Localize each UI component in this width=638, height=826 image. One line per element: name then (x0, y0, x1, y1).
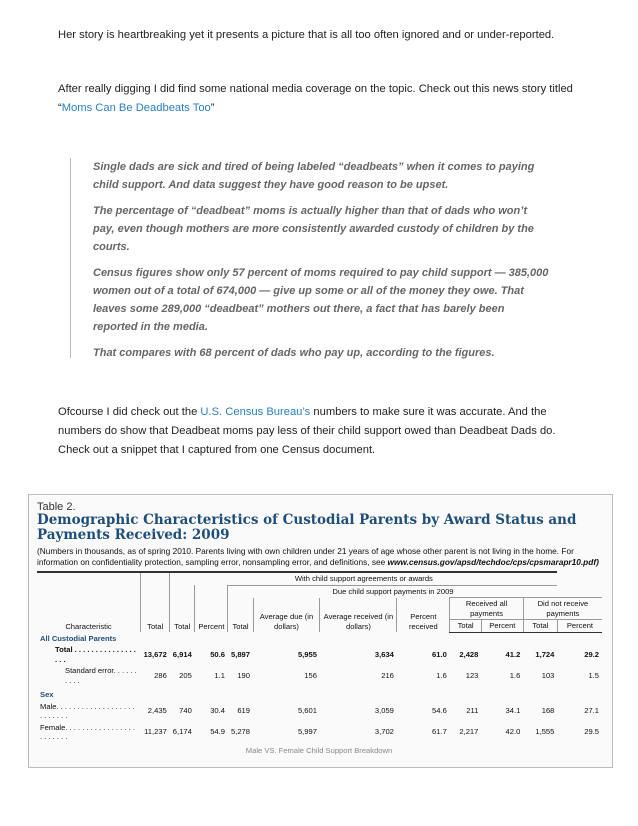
section-heading: All Custodial Parents (40, 633, 117, 643)
header-group-due: Due child support payments in 2009 (228, 585, 557, 598)
row-label: Total . . . . . . . . . . . . . . . . . . (55, 645, 136, 664)
paragraph-text: Ofcourse I did check out the (58, 406, 201, 418)
cell: 5,897 (230, 649, 250, 659)
header-did-not-receive: Did not receive payments (523, 598, 602, 620)
row-label: Male. . . . . . . . . . . . . . . . . . . . . . . . . . (40, 701, 135, 720)
quote-paragraph: The percentage of “deadbeat” moms is actually higher than that of dads who won’t pay, even though mothers are more consistently awarded custody of children by the courts. (93, 205, 534, 253)
cell: 619 (237, 706, 250, 716)
cell: 216 (381, 670, 394, 680)
quote-paragraph: That compares with 68 percent of dads who pay up, according to the figures. (93, 347, 495, 359)
table-title: Demographic Characteristics of Custodial Parents by Award Status and Payments Received: 2009 (37, 512, 577, 543)
cell: 5,997 (297, 727, 317, 737)
header-percent-received: Percent received (397, 598, 450, 633)
cell: 123 (465, 670, 479, 680)
header-total: Total (523, 620, 557, 633)
census-table-image (28, 494, 613, 768)
cell: 27.1 (584, 706, 599, 716)
cell: 2,428 (459, 649, 479, 659)
table-row (37, 665, 602, 686)
header-received-all: Received all payments (450, 598, 524, 620)
census-bureau-link[interactable]: U.S. Census Bureau’s (200, 406, 311, 418)
header-blank (37, 572, 141, 585)
header-percent: Percent (195, 585, 228, 632)
header-avg-received: Average received (in dollars) (320, 598, 397, 633)
blockquote (70, 158, 551, 358)
cell: 29.5 (584, 727, 599, 737)
table-note (37, 546, 602, 568)
cell: 103 (541, 670, 555, 680)
cell: 6,174 (172, 727, 192, 737)
section-heading: Sex (40, 690, 54, 699)
cell: 211 (466, 706, 479, 716)
cell: 1,724 (535, 649, 555, 659)
cell: 61.7 (432, 727, 447, 737)
header-percent: Percent (557, 620, 602, 633)
cell: 5,955 (297, 649, 317, 659)
cell: 13,672 (143, 649, 167, 659)
table-url: www.census.gov/apsd/techdoc/cps/cpsmarapr10.pdf) (387, 557, 599, 567)
cell: 41.2 (505, 649, 521, 659)
header-total: Total (170, 585, 195, 632)
cell: 156 (304, 670, 317, 680)
cell: 740 (179, 706, 192, 716)
quote-paragraph: Census figures show only 57 percent of moms required to pay child support — 385,000 women out of a total of 674,000 — give up some or all of the money they owe. That leaves some 289,000 “deadbeat” mothers out there, a fact that has barely been reported in the media. (93, 267, 549, 333)
header-total: Total (228, 598, 253, 633)
header-blank (141, 572, 170, 585)
cell: 61.0 (432, 649, 447, 659)
cell: 5,278 (230, 727, 250, 737)
image-caption: Male VS. Female Child Support Breakdown (245, 746, 393, 755)
cell: 34.1 (505, 706, 521, 716)
cell: 1.6 (436, 670, 447, 680)
table-row (37, 722, 602, 743)
cell: 286 (154, 670, 167, 680)
cell: 1.1 (214, 670, 225, 680)
cell: 11,237 (144, 727, 167, 737)
row-label: Standard error. . . . . . . . . . (65, 666, 137, 685)
table-row (37, 701, 602, 722)
paragraph-text: After really digging I did find some national media coverage on the topic. Check out this news story titled “ (58, 83, 573, 114)
cell: 2,217 (459, 727, 479, 737)
cell: 54.6 (432, 706, 447, 716)
header-total: Total (141, 585, 170, 632)
table-row (37, 644, 602, 665)
cell: 1.5 (588, 670, 599, 680)
cell: 3,634 (374, 649, 394, 659)
quote-paragraph: Single dads are sick and tired of being labeled “deadbeats” when it comes to paying child support. And data suggest they have good reason to be upset. (93, 161, 535, 191)
cell: 42.0 (505, 727, 521, 737)
table-note-text: (Numbers in thousands, as of spring 2010. Parents living with own children under 21 years of age whose other parent is not living in the home. For information on confidentiality protection, sampling error, nonsampling error, and definitions, see (37, 546, 574, 567)
row-label: Female. . . . . . . . . . . . . . . . . . . . . . . . (40, 722, 135, 741)
cell: 5,601 (297, 706, 317, 716)
cell: 29.2 (584, 649, 599, 659)
paragraph-text: numbers to make sure it was accurate. And the numbers do show that Deadbeat moms pay less of their child support owed than Deadbeat Dads do. Check out a snippet that I captured from one Census document. (58, 406, 556, 456)
header-characteristic: Characteristic (65, 621, 112, 631)
cell: 54.9 (210, 727, 225, 737)
news-story-link[interactable]: Moms Can Be Deadbeats Too (61, 102, 211, 114)
cell: 3,059 (374, 706, 394, 716)
header-total: Total (450, 620, 482, 633)
header-group-agreements: With child support agreements or awards (170, 572, 558, 585)
census-table (37, 571, 602, 743)
paragraph-media-coverage (58, 80, 583, 118)
cell: 190 (237, 670, 250, 680)
table-number: Table 2. (37, 501, 76, 513)
cell: 30.4 (210, 706, 225, 716)
header-avg-due: Average due (in dollars) (253, 598, 320, 633)
cell: 2,435 (147, 706, 167, 716)
cell: 1.6 (509, 670, 521, 680)
cell: 168 (541, 706, 555, 716)
paragraph-text: ” (210, 102, 215, 114)
cell: 1,555 (535, 727, 555, 737)
cell: 3,702 (374, 727, 394, 737)
paragraph-intro: Her story is heartbreaking yet it presents a picture that is all too often ignored and or under-reported. (58, 29, 555, 41)
cell: 50.6 (210, 649, 225, 659)
cell: 205 (179, 670, 192, 680)
paragraph-census (58, 403, 583, 460)
header-percent: Percent (481, 620, 523, 633)
cell: 6,914 (172, 649, 192, 659)
